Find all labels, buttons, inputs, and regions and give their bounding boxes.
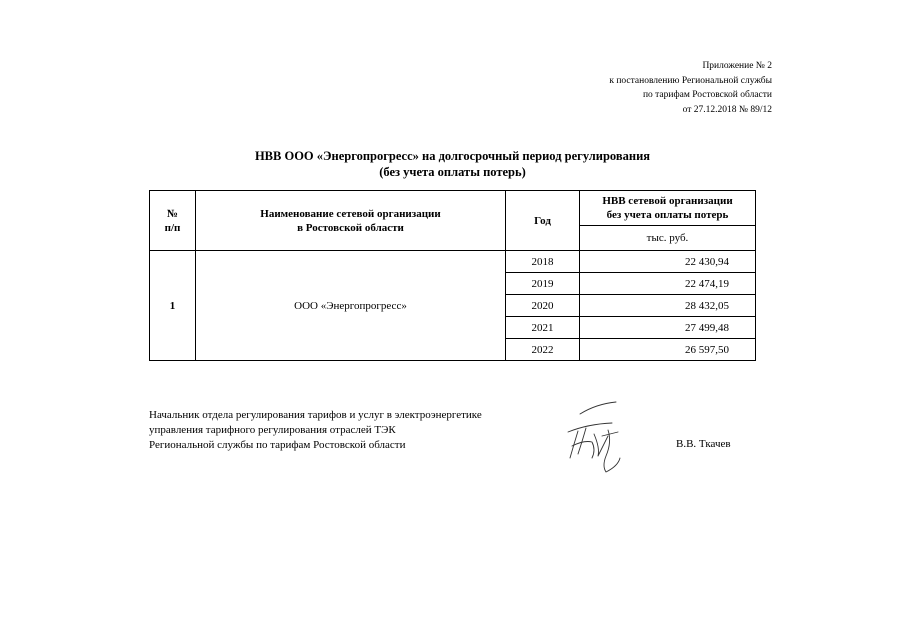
annex-line: по тарифам Ростовской области	[642, 90, 772, 100]
title-line-2: (без учета оплаты потерь)	[379, 165, 526, 179]
header-unit: тыс. руб.	[580, 226, 756, 251]
signatory-position	[149, 408, 569, 453]
year-cell: 2020	[506, 295, 580, 317]
nvv-table	[149, 190, 756, 361]
value-cell: 28 432,05	[580, 295, 756, 317]
table-header-row	[150, 191, 756, 226]
table-row	[150, 251, 756, 273]
annex-reference	[472, 59, 772, 117]
annex-line: к постановлению Региональной службы	[609, 75, 772, 86]
title-line-1: НВВ ООО «Энергопрогресс» на долгосрочный период регулирования	[254, 149, 651, 163]
header-year: Год	[506, 191, 580, 251]
year-cell: 2018	[506, 251, 580, 273]
signatory-line: Региональной службы по тарифам Ростовской области	[149, 439, 406, 451]
value-cell: 22 474,19	[580, 273, 756, 295]
header-nvv: НВВ сетевой организации без учета оплаты потерь	[580, 191, 756, 226]
document-title	[0, 148, 905, 180]
value-cell: 26 597,50	[580, 339, 756, 361]
value-cell: 22 430,94	[580, 251, 756, 273]
signatory-line: Начальник отдела регулирования тарифов и услуг в электроэнергетике	[149, 409, 482, 421]
handwritten-signature	[558, 398, 628, 478]
header-number: № п/п	[150, 191, 196, 251]
year-cell: 2019	[506, 273, 580, 295]
signatory-name: В.В. Ткачев	[676, 438, 731, 450]
signatory-line: управления тарифного регулирования отраслей ТЭК	[149, 424, 396, 436]
year-cell: 2021	[506, 317, 580, 339]
annex-line: Приложение № 2	[702, 61, 772, 71]
row-number: 1	[150, 251, 196, 361]
year-cell: 2022	[506, 339, 580, 361]
annex-line: от 27.12.2018 № 89/12	[682, 104, 772, 115]
value-cell: 27 499,48	[580, 317, 756, 339]
header-org-name: Наименование сетевой организации в Ростовской области	[196, 191, 506, 251]
org-name-cell: ООО «Энергопрогресс»	[196, 251, 506, 361]
